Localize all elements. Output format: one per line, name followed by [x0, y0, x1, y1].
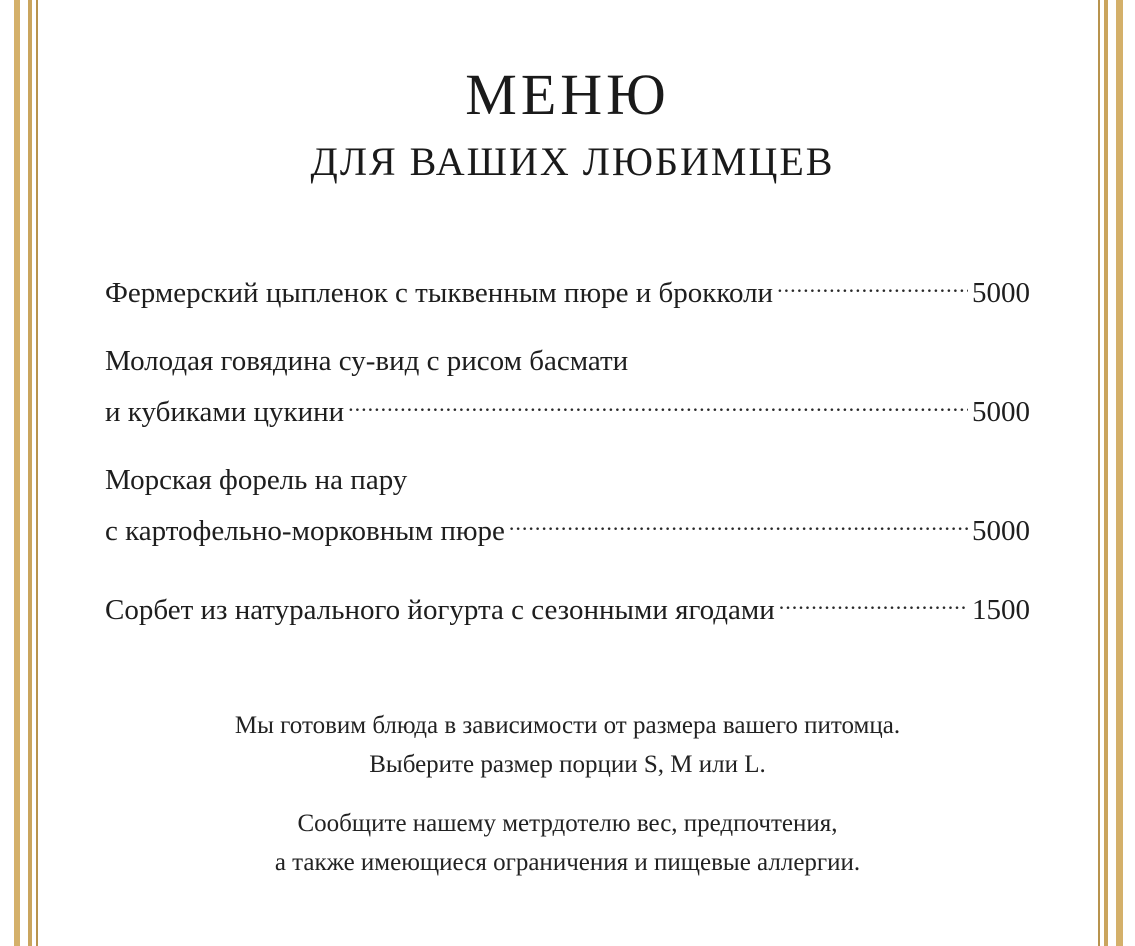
menu-list — [105, 262, 1030, 658]
menu-item-name: Фермерский цыпленок с тыквенным пюре и брокколи — [105, 277, 774, 309]
menu-item-name: и кубиками цукини — [105, 396, 345, 428]
menu-item-row — [105, 579, 1030, 626]
menu-item-name: Сорбет из натурального йогурта с сезонными ягодами — [105, 594, 775, 626]
allergy-note — [0, 804, 1135, 882]
menu-item-name-line: Морская форель на пару — [105, 464, 408, 496]
menu-item-price: 5000 — [972, 396, 1030, 428]
menu-item-price: 1500 — [972, 594, 1030, 626]
dot-leader — [777, 262, 968, 302]
portion-size-note — [0, 706, 1135, 784]
note-line: Выберите размер порции S, M или L. — [369, 751, 766, 778]
note-line: Сообщите нашему метрдотелю вес, предпочтения, — [297, 810, 838, 837]
dot-leader — [779, 579, 968, 619]
note-line: Мы готовим блюда в зависимости от размера вашего питомца. — [234, 712, 901, 739]
menu-item — [105, 341, 1030, 428]
menu-item-row — [105, 381, 1030, 428]
menu-item — [105, 579, 1030, 626]
dot-leader — [348, 381, 968, 421]
menu-title: МЕНЮ — [465, 62, 670, 127]
menu-item-name-line: Молодая говядина су-вид с рисом басмати — [105, 345, 629, 377]
dot-leader — [509, 500, 968, 540]
menu-item — [105, 262, 1030, 309]
menu-item-price: 5000 — [972, 515, 1030, 547]
menu-item-price: 5000 — [972, 277, 1030, 309]
menu-item-name: с картофельно-морковным пюре — [105, 515, 505, 547]
menu-item-row — [105, 500, 1030, 547]
menu-item — [105, 460, 1030, 547]
menu-item-row — [105, 262, 1030, 309]
note-line: а также имеющиеся ограничения и пищевые аллергии. — [274, 849, 861, 876]
menu-subtitle: ДЛЯ ВАШИХ ЛЮБИМЦЕВ — [310, 139, 835, 184]
menu-notes — [0, 706, 1135, 902]
